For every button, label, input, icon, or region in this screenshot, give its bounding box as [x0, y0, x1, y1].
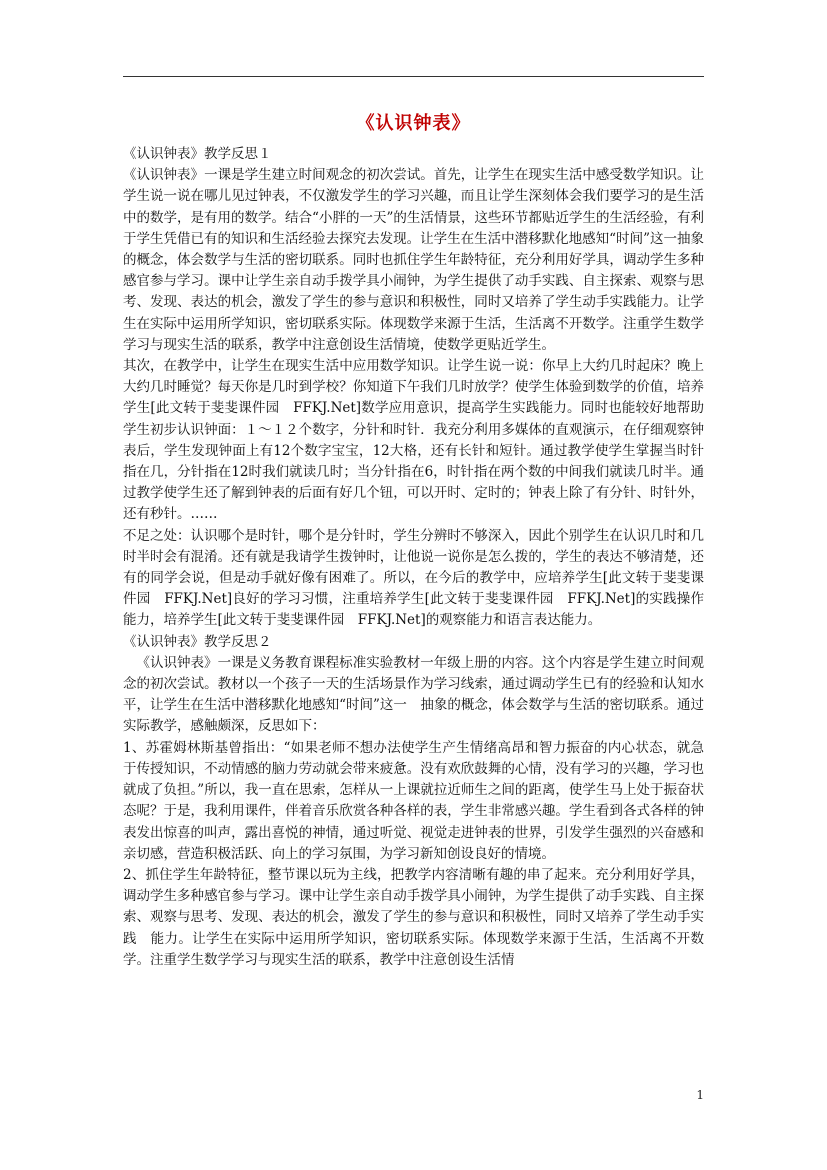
body-paragraph: 1、苏霍姆林斯基曾指出：“如果老师不想办法使学生产生情绪高昂和智力振奋的内心状态，就急于传授知识，不动情感的脑力劳动就会带来疲惫。没有欢欣鼓舞的心情，没有学习的兴趣，学习也就成了负担。”所以，我一直在思索，怎样从一上课就拉近师生之间的距离，使学生马上处于振奋状态呢？于是，我利用课件，伴着音乐欣赏各种各样的表，学生非常感兴趣。学生看到各式各样的钟表发出惊喜的叫声，露出喜悦的神情，通过听觉、视觉走进钟表的世界，引发学生强烈的兴奋感和亲切感，营造积极活跃、向上的学习氛围，为学习新知创设良好的情境。	[123, 739, 704, 862]
header-divider	[123, 76, 704, 77]
body-paragraph: 《认识钟表》一课是学生建立时间观念的初次尝试。首先，让学生在现实生活中感受数学知识。让学生说一说在哪儿见过钟表，不仅激发学生的学习兴趣，而且让学生深刻体会我们要学习的是生活中的数学，是有用的数学。结合“小胖的一天”的生活情景，这些环节都贴近学生的生活经验，有利于学生凭借已有的知识和生活经验去探究去发现。让学生在生活中潜移默化地感知“时间”这一抽象的概念，体会数学与生活的密切联系。同时也抓住学生年龄特征，充分利用好学具，调动学生多种感官参与学习。课中让学生亲自动手拨学具小闹钟，为学生提供了动手实践、自主探索、观察与思考、发现、表达的机会，激发了学生的参与意识和积极性，同时又培养了学生动手实践能力。让学生在实际中运用所学知识，密切联系实际。体现数学来源于生活，生活离不开数学。注重学生数学学习与现实生活的联系，教学中注意创设生活情境，使数学更贴近学生。	[123, 167, 704, 353]
document-title: 《认识钟表》	[356, 113, 471, 134]
body-paragraph: 不足之处：认识哪个是时针，哪个是分针时，学生分辨时不够深入，因此个别学生在认识几时和几时半时会有混淆。还有就是我请学生拨钟时，让他说一说你是怎么拨的，学生的表达不够清楚，还有的同学会说，但是动手就好像有困难了。所以，在今后的教学中，应培养学生[此文转于斐斐课件园 FFKJ.Net]良好的学习习惯，注重培养学生[此文转于斐斐课件园 FFKJ.Net]的实践操作能力，培养学生[此文转于斐斐课件园 FFKJ.Net]的观察能力和语言表达能力。	[123, 527, 704, 629]
document-body	[123, 144, 704, 971]
page-number: 1	[696, 1088, 704, 1102]
section-heading-reflection-1: 《认识钟表》教学反思１	[123, 146, 272, 162]
body-paragraph: 其次，在教学中，让学生在现实生活中应用数学知识。让学生说一说：你早上大约几时起床？晚上大约几时睡觉？每天你是几时到学校？你知道下午我们几时放学？使学生体验到数学的价值，培养学生[此文转于斐斐课件园 FFKJ.Net]数学应用意识，提高学生实践能力。同时也能较好地帮助学生初步认识钟面：１～１２个数字，分针和时针．我充分利用多媒体的直观演示，在仔细观察钟表后，学生发现钟面上有12个数字宝宝，12大格，还有长针和短针。通过教学使学生掌握当时针指在几，分针指在12时我们就读几时；当分针指在6，时针指在两个数的中间我们就读几时半。通过教学使学生还了解到钟表的后面有好几个钮，可以开时、定时的；钟表上除了有分针、时针外，还有秒针。……	[123, 358, 704, 523]
body-paragraph: 《认识钟表》一课是义务教育课程标准实验教材一年级上册的内容。这个内容是学生建立时间观念的初次尝试。教材以一个孩子一天的生活场景作为学习线索，通过调动学生已有的经验和认知水平，让学生在生活中潜移默化地感知“时间”这一 抽象的概念，体会数学与生活的密切联系。通过实际教学，感触颇深，反思如下：	[123, 654, 704, 735]
body-paragraph: 2、抓住学生年龄特征，整节课以玩为主线，把教学内容清晰有趣的串了起来。充分利用好学具，调动学生多种感官参与学习。课中让学生亲自动手拨学具小闹钟，为学生提供了动手实践、自主探索、观察与思考、发现、表达的机会，激发了学生的参与意识和积极性，同时又培养了学生动手实践 能力。让学生在实际中运用所学知识，密切联系实际。体现数学来源于生活，生活离不开数学。注重学生数学学习与现实生活的联系，教学中注意创设生活情	[123, 866, 704, 968]
section-heading-reflection-2: 《认识钟表》教学反思２	[123, 633, 272, 650]
